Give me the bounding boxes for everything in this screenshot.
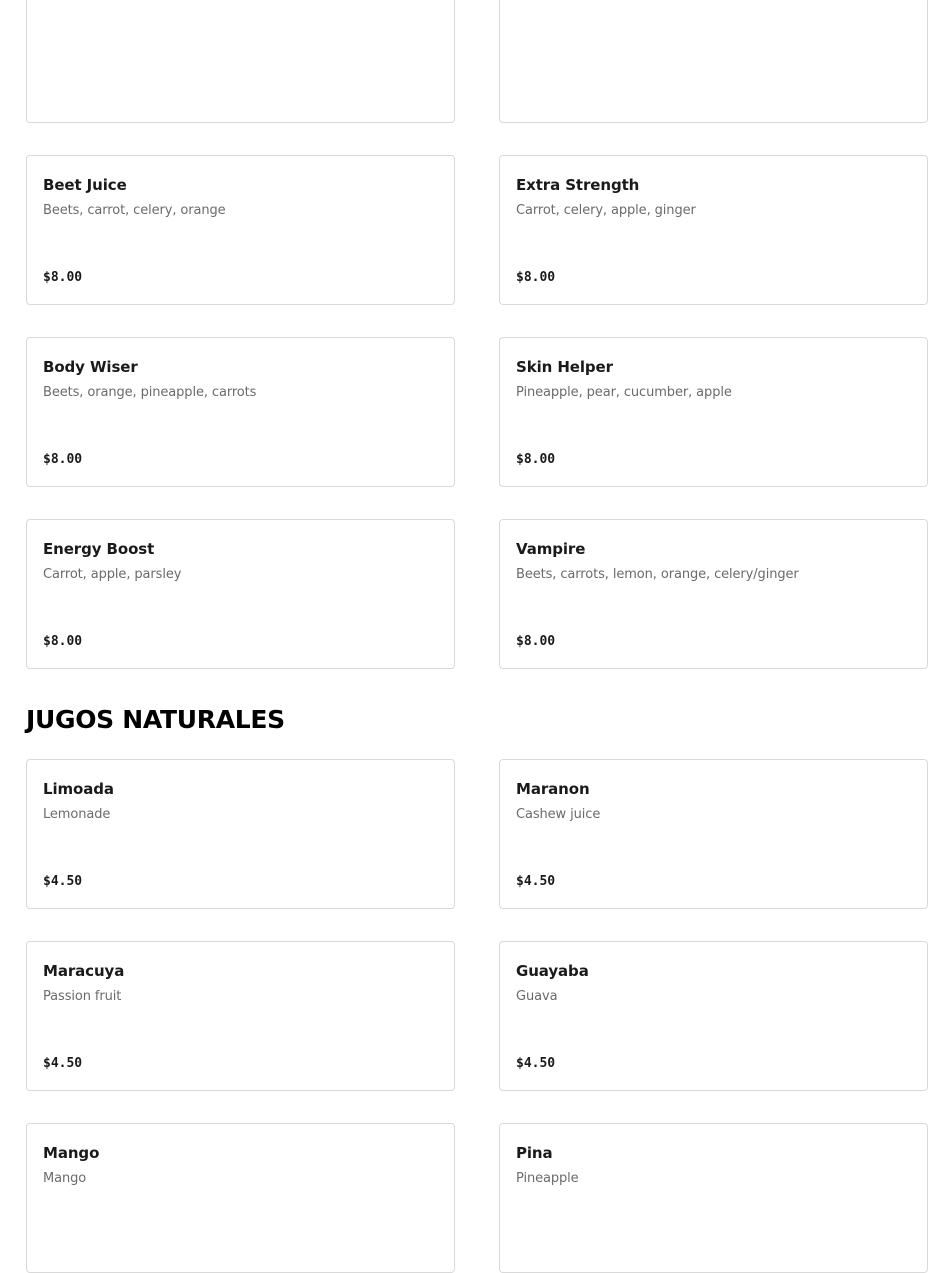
menu-grid-juices bbox=[26, 0, 928, 669]
item-price: $8.00 bbox=[516, 452, 556, 467]
item-price: $4.50 bbox=[43, 874, 83, 889]
menu-item-card[interactable] bbox=[26, 155, 455, 305]
menu-item-card[interactable] bbox=[26, 0, 455, 123]
item-description: Cashew juice bbox=[516, 807, 601, 822]
item-description: Passion fruit bbox=[43, 989, 122, 1004]
menu-item-card[interactable] bbox=[26, 519, 455, 669]
menu-item-card[interactable] bbox=[499, 155, 928, 305]
item-description: Pineapple bbox=[516, 1171, 579, 1186]
menu-item-card[interactable] bbox=[26, 1123, 455, 1273]
item-price: $4.50 bbox=[516, 1056, 556, 1071]
item-name: Maranon bbox=[516, 780, 590, 798]
item-name: Limoada bbox=[43, 780, 114, 798]
menu-item-card[interactable] bbox=[499, 759, 928, 909]
item-name: Vampire bbox=[516, 540, 586, 558]
item-price: $8.00 bbox=[516, 270, 556, 285]
item-description: Guava bbox=[516, 989, 558, 1004]
item-name: Skin Helper bbox=[516, 358, 613, 376]
menu-page bbox=[26, 0, 928, 1273]
menu-item-card[interactable] bbox=[499, 0, 928, 123]
item-name: Guayaba bbox=[516, 962, 589, 980]
menu-item-card[interactable] bbox=[499, 519, 928, 669]
item-price: $4.50 bbox=[516, 874, 556, 889]
item-description: Beets, orange, pineapple, carrots bbox=[43, 385, 257, 400]
item-description: Carrot, apple, parsley bbox=[43, 567, 182, 582]
item-price: $8.00 bbox=[43, 634, 83, 649]
menu-item-card[interactable] bbox=[499, 337, 928, 487]
item-name: Maracuya bbox=[43, 962, 125, 980]
item-description: Carrot, celery, apple, ginger bbox=[516, 203, 696, 218]
item-price: $4.50 bbox=[43, 1056, 83, 1071]
menu-item-card[interactable] bbox=[26, 941, 455, 1091]
menu-item-card[interactable] bbox=[499, 941, 928, 1091]
item-name: Pina bbox=[516, 1144, 553, 1162]
item-description: Beets, carrot, celery, orange bbox=[43, 203, 226, 218]
item-name: Extra Strength bbox=[516, 176, 640, 194]
item-price: $8.00 bbox=[516, 634, 556, 649]
item-description: Beets, carrots, lemon, orange, celery/ginger bbox=[516, 567, 799, 582]
item-name: Energy Boost bbox=[43, 540, 155, 558]
menu-grid-jugos-naturales bbox=[26, 759, 928, 1273]
item-name: Mango bbox=[43, 1144, 100, 1162]
item-name: Beet Juice bbox=[43, 176, 127, 194]
item-price: $8.00 bbox=[43, 452, 83, 467]
menu-item-card[interactable] bbox=[26, 759, 455, 909]
item-description: Mango bbox=[43, 1171, 87, 1186]
item-description: Pineapple, pear, cucumber, apple bbox=[516, 385, 732, 400]
menu-item-card[interactable] bbox=[26, 337, 455, 487]
item-name: Body Wiser bbox=[43, 358, 138, 376]
menu-item-card[interactable] bbox=[499, 1123, 928, 1273]
section-title: JUGOS NATURALES bbox=[26, 705, 285, 734]
item-price: $8.00 bbox=[43, 270, 83, 285]
item-description: Lemonade bbox=[43, 807, 111, 822]
